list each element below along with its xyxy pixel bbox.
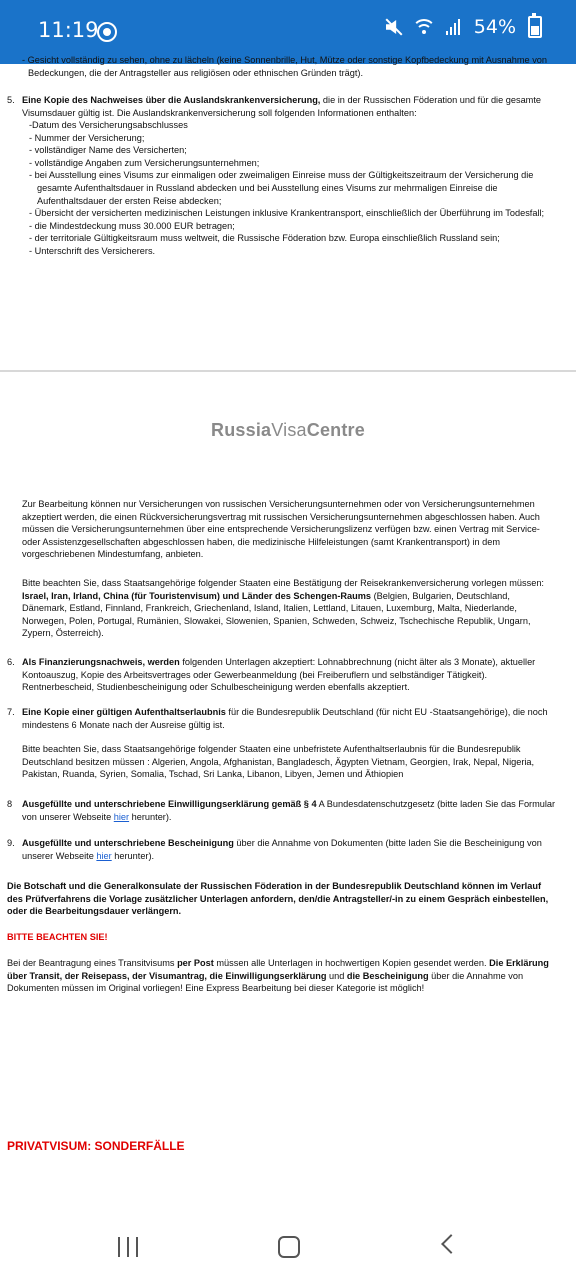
- home-icon[interactable]: [278, 1236, 300, 1258]
- document-page-2: [0, 370, 576, 1222]
- list-item: - Nummer der Versicherung;: [29, 132, 145, 143]
- list-item: - bei Ausstellung eines Visums zur einmaligen oder zweimaligen Einreise muss der Gültigkeitszeitraum der Versicherung die: [29, 170, 534, 181]
- transit-paragraph: Bei der Beantragung eines Transitvisums per Post müssen alle Unterlagen in hochwertigen Kopien gesendet werden. Die Erklärung über Transit, der Reisepass, der Visumantrag, die Einwilligungserklärung und die Bescheinigung über die Annahme von Dokumenten müssen im Original vorliegen! Eine Express Bearbeitung bei dieser Kategorie ist möglich!: [7, 958, 549, 994]
- battery-icon: [528, 16, 542, 38]
- item-number: 5.: [7, 95, 15, 105]
- list-item: - vollständige Angaben zum Versicherungsunternehmen;: [29, 157, 260, 168]
- item-number: 8: [7, 799, 13, 809]
- item-number: 7.: [7, 707, 15, 717]
- receipt-form-link[interactable]: hier: [96, 850, 112, 861]
- photo-requirement: - Gesicht vollständig zu sehen, ohne zu lächeln (keine Sonnenbrille, Hut, Mütze oder sonstige Kopfbedeckung mit Ausnahme von Bedeckungen, die der Antragsteller aus religiösen oder ethnischen Gründen trägt).: [22, 55, 548, 78]
- item-9: Ausgefüllte und unterschriebene Bescheinigung über die Annahme von Dokumenten (bitte laden Sie die Bescheinigung von unserer Webseite hier herunter).: [22, 838, 542, 861]
- list-item: - Übersicht der versicherten medizinischen Leistungen inklusive Krankentransport, einschließlich der Überführung im Todesfall;: [29, 208, 545, 219]
- item-number: 9.: [7, 838, 15, 848]
- list-item: - vollständiger Name des Versicherten;: [29, 145, 187, 156]
- consent-form-link[interactable]: hier: [113, 811, 130, 822]
- warning-heading: BITTE BEACHTEN SIE!: [7, 932, 108, 942]
- recent-apps-icon[interactable]: [118, 1237, 138, 1257]
- insurance-requirements-list: [29, 119, 570, 258]
- section-heading: PRIVATVISUM: SONDERFÄLLE: [7, 1139, 185, 1153]
- signal-icon: [446, 19, 462, 35]
- back-icon[interactable]: [441, 1234, 461, 1254]
- clock: 11:19: [38, 18, 99, 42]
- system-navigation-bar: [0, 1220, 576, 1280]
- sync-icon: [97, 22, 117, 42]
- item-number: 6.: [7, 657, 15, 667]
- list-item: gesamte Aufenthaltsdauer in Russland abdecken und bei Ausstellung eines Visums zur mehrmaligen Einreise die: [37, 182, 498, 193]
- item-5: Eine Kopie des Nachweises über die Auslandskrankenversicherung, die in der Russischen Föderation und für die gesamte Visumsdauer gültig ist. Die Auslandskrankenversicherung soll folgenden Informationen enthalten:: [22, 95, 542, 118]
- insurance-paragraph: Zur Bearbeitung können nur Versicherungen von russischen Versicherungsunternehmen oder von Versicherungsunternehmen akzeptiert werden, die einen Rückversicherungsvertrag mit russischen Versicherungsunternehmen abgeschlossen haben. Auch müssen die Versicherungsunternehmen über eine entsprechende Versicherungslizenz verfügen bzw. einen Vertrag mit Service- oder Assistenzgesellschaften abgeschlossen haben, die medizinische Hilfeleistungen (samt Krankentransport) in dem vorgeschriebenen Mindestumfang, anbieten.: [22, 499, 540, 560]
- insurance-confirmation-note: Bitte beachten Sie, dass Staatsangehörige folgender Staaten eine Bestätigung der Reisekrankenversicherung vorlegen müssen: Israel, Iran, Irland, China (für Touristenvisum) und Länder des Schengen-Raums (Belgien, Bulgarien, Deutschland, Dänemark, Estland, Finnland, Frankreich, Griechenland, Island, Italien, Lettland, Litauen, Luxemburg, Malta, Niederlande, Norwegen, Polen, Portugal, Rumänien, Slowakei, Slowenien, Spanien, Schweden, Schweiz, Tschechische Republik, Ungarn, Zypern, Österreich).: [22, 578, 544, 639]
- list-item: - der territoriale Gültigkeitsraum muss weltweit, die Russische Föderation bzw. Europa einschließlich Russland sein;: [29, 233, 500, 244]
- wifi-icon: [414, 19, 434, 35]
- list-item: - Unterschrift des Versicherers.: [29, 245, 156, 256]
- mute-icon: [384, 18, 402, 36]
- item-7: Eine Kopie einer gültigen Aufenthaltserlaubnis für die Bundesrepublik Deutschland (für nicht EU -Staatsangehörige), die noch mindestens 6 Monate nach der Ausreise gültig ist. Bitte beachten Sie, dass Staatsangehörige folgender Staaten eine unbefristete Aufenthaltserlaubnis für die Bundesrepublik Deutschland besitzen müssen : Algerien, Angola, Afghanistan, Bangladesch, Ägypten Vietnam, Georgien, Irak, Nepal, Nigeria, Pakistan, Ruanda, Syrien, Somalia, Tschad, Sri Lanka, Libanon, Libyen, Jemen und Äthiopien: [22, 707, 548, 780]
- item-8: Ausgefüllte und unterschriebene Einwilligungserklärung gemäß § 4 A Bundesdatenschutzgesetz (bitte laden Sie das Formular von unserer Webseite hier herunter).: [22, 799, 556, 822]
- battery-percent: 54%: [473, 16, 516, 38]
- item-6: Als Finanzierungsnachweis, werden folgenden Unterlagen akzeptiert: Lohnabbrechnung (nicht älter als 3 Monate), aktueller Kontoauszug, Kopie des Arbeitsvertrages oder Gewerbeanmeldung (bei Freiberuflern und selbständiger Tätigkeit). Rentnerbescheid, Studienbescheinigung oder Schulbescheinigung werden ebenfalls akzeptiert.: [22, 657, 536, 693]
- list-item: -Datum des Versicherungsabschlusses: [29, 120, 188, 130]
- embassy-notice: Die Botschaft und die Generalkonsulate der Russischen Föderation in der Bundesrepublik Deutschland können im Verlauf des Prüfverfahrens die Vorlage zusätzlicher Unterlagen anfordern, den/die Antragsteller/-in zu einem Gespräch einbestellen, oder die Bearbeitungsdauer verlängern.: [7, 881, 549, 917]
- list-item: Aufenthaltsdauer der ersten Reise abdecken;: [37, 195, 222, 206]
- list-item: - die Mindestdeckung muss 30.000 EUR betragen;: [29, 220, 235, 231]
- russia-visa-centre-logo: RussiaVisaCentre: [211, 420, 365, 440]
